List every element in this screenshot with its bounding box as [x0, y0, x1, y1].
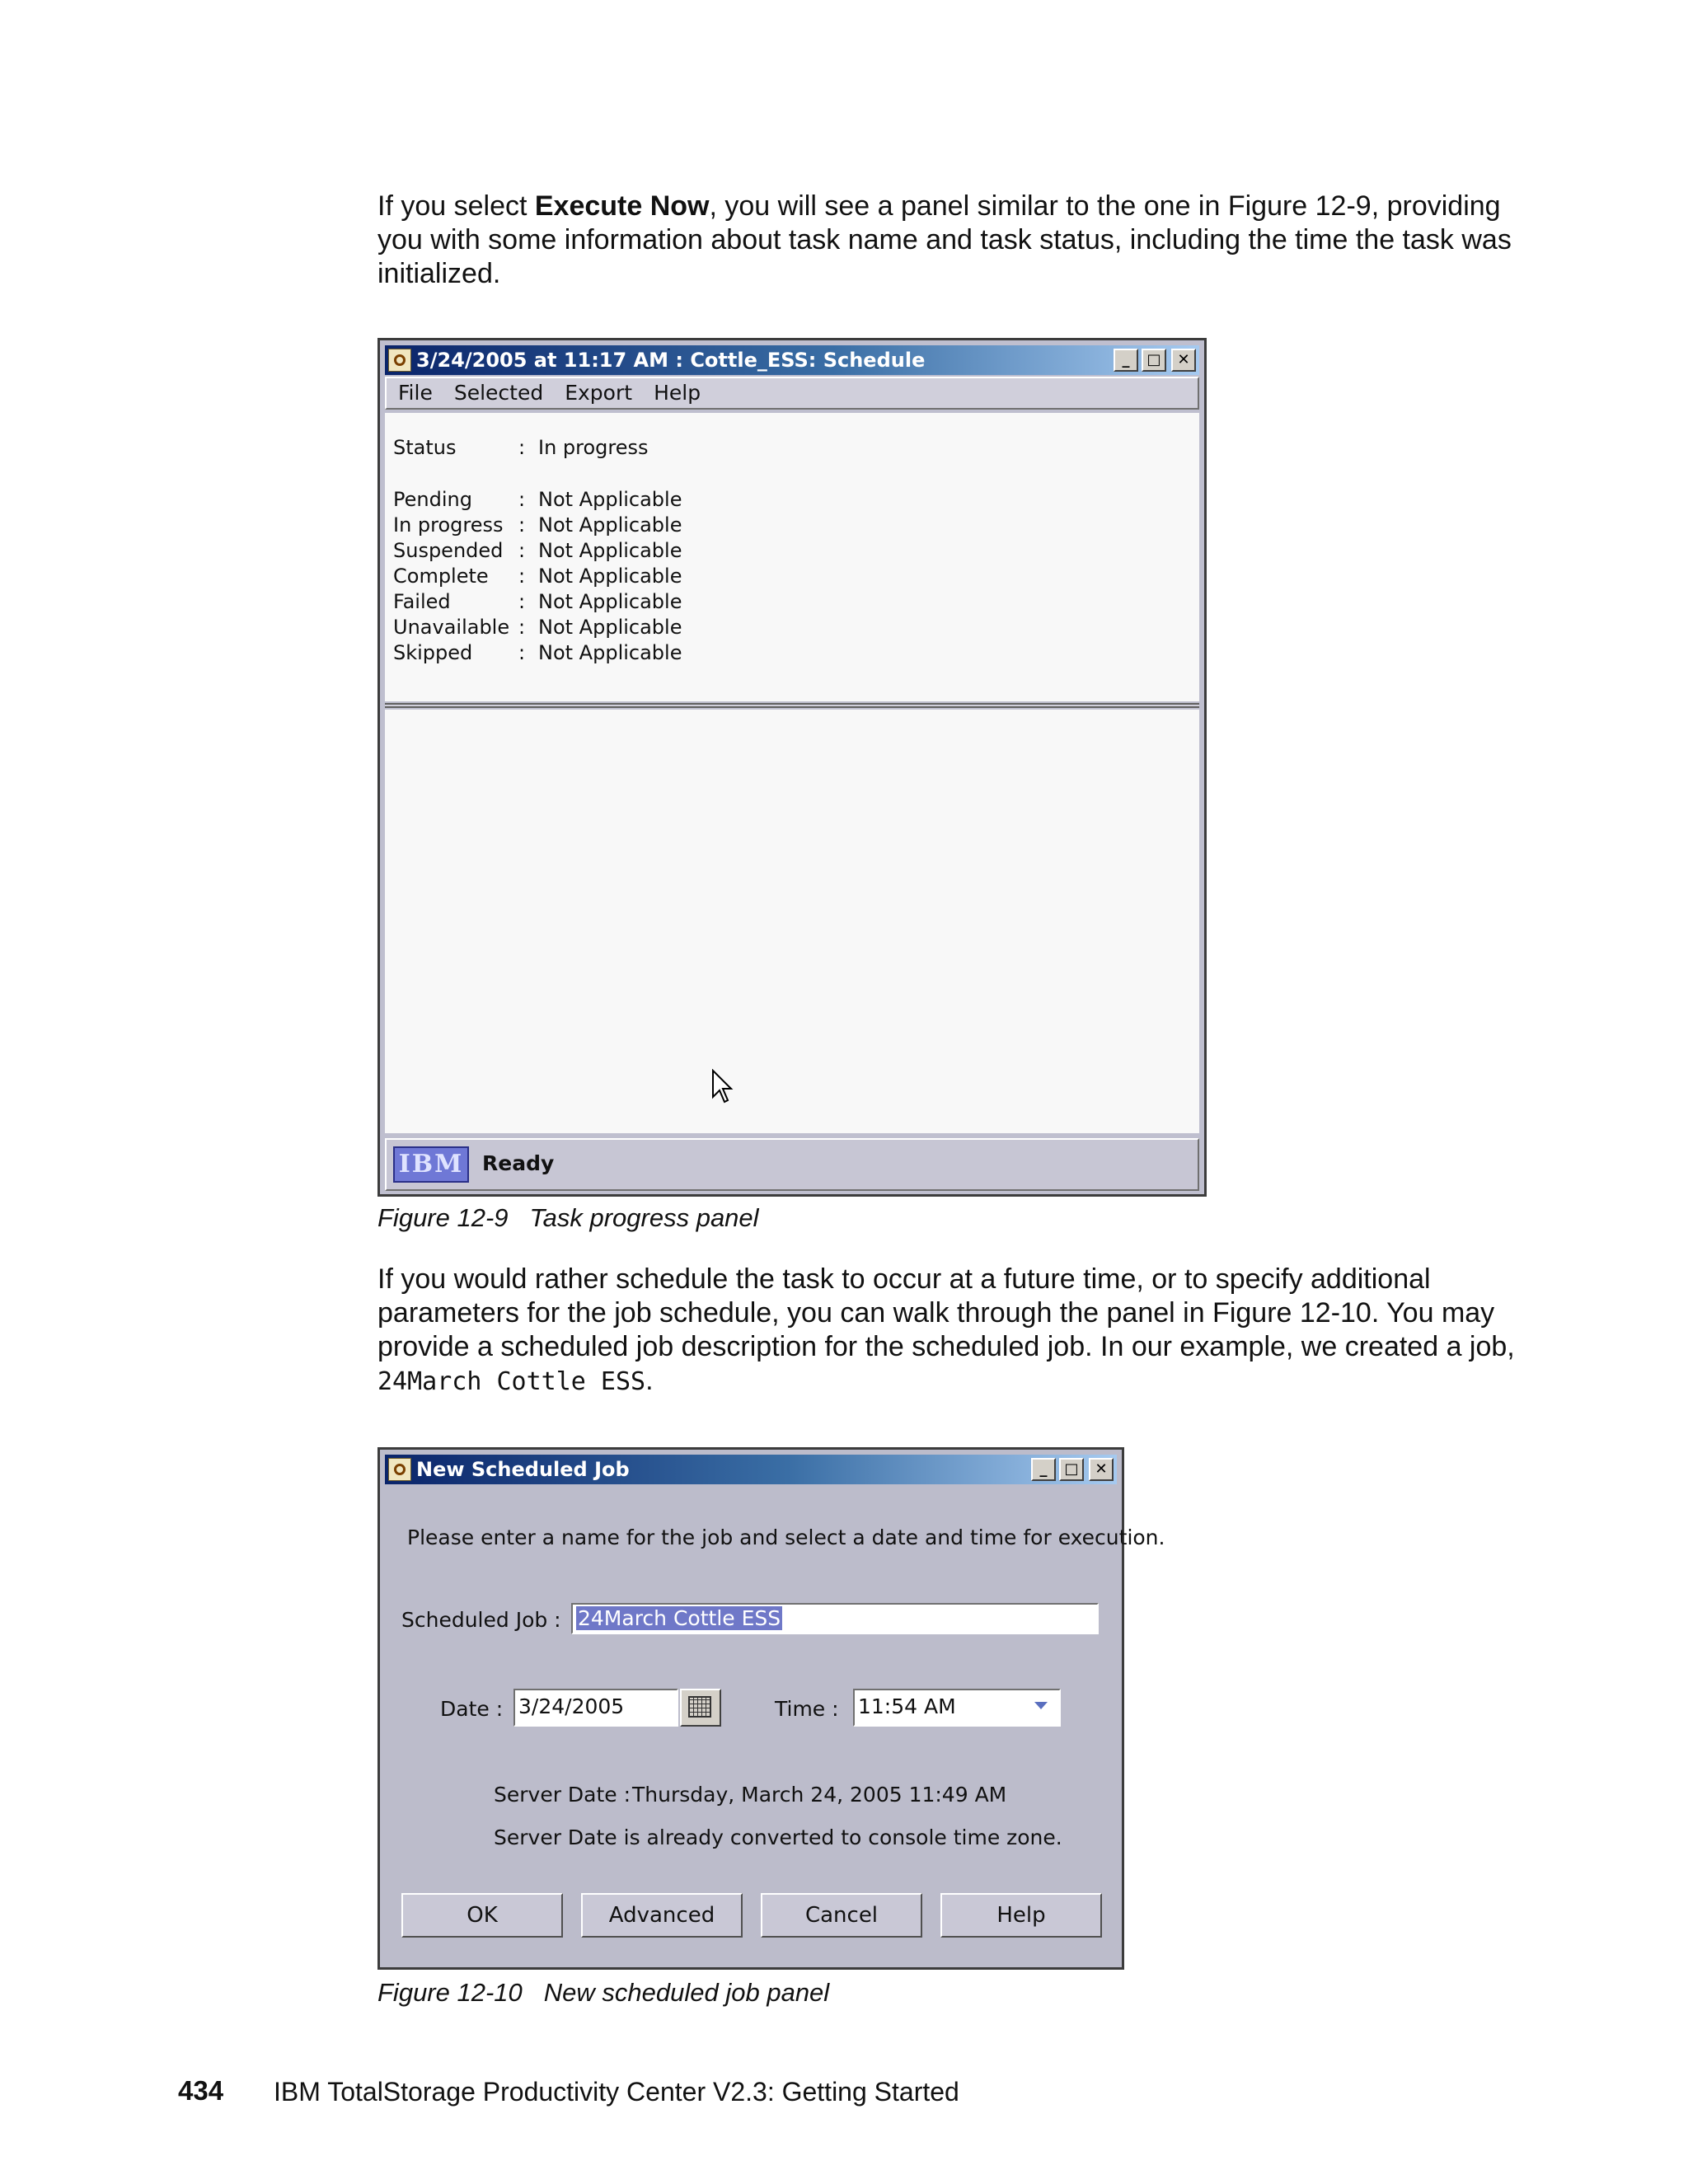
caption-number: Figure 12-10	[377, 1978, 523, 2007]
colon: :	[518, 539, 526, 562]
colon: :	[518, 488, 526, 511]
chevron-down-icon[interactable]	[1034, 1702, 1048, 1709]
app-icon	[388, 1458, 411, 1481]
figure-caption	[377, 1203, 759, 1233]
task-progress-window	[377, 338, 1207, 1197]
date-input[interactable]	[513, 1689, 678, 1727]
caption-text: New scheduled job panel	[543, 1978, 830, 2007]
minimize-icon[interactable]: _	[1114, 349, 1138, 372]
colon: :	[518, 616, 526, 639]
row-label: Skipped	[393, 641, 473, 664]
cancel-button[interactable]: Cancel	[761, 1893, 922, 1938]
colon: :	[518, 513, 526, 537]
date-value: 3/24/2005	[518, 1694, 625, 1718]
app-icon	[388, 349, 411, 372]
row-label: Pending	[393, 488, 472, 511]
title-bar[interactable]	[385, 345, 1199, 375]
close-icon[interactable]: ✕	[1171, 349, 1196, 372]
intro-paragraph	[377, 190, 1515, 291]
advanced-button[interactable]: Advanced	[581, 1893, 743, 1938]
status-label: Status	[393, 436, 457, 459]
colon: :	[518, 565, 526, 588]
menu-help[interactable]: Help	[654, 381, 701, 405]
caption-text: Task progress panel	[529, 1203, 759, 1232]
mouse-cursor-icon	[711, 1069, 734, 1105]
row-value: Not Applicable	[538, 565, 682, 588]
menu-file[interactable]: File	[398, 381, 433, 405]
page-number: 434	[178, 2075, 224, 2106]
pane-splitter[interactable]	[385, 703, 1199, 708]
ibm-logo: IBM	[393, 1146, 469, 1183]
intro-suffix: , you will see a panel similar to the one in Figure 12-9, providing you with some information about task name and task status, including the time the task was initialized.	[377, 190, 1512, 289]
menu-bar	[385, 377, 1199, 410]
menu-selected[interactable]: Selected	[453, 381, 544, 405]
paragraph-text: If you would rather schedule the task to occur at a future time, or to specify additional parameters for the job schedule, you can walk through the panel in Figure 12-10. You may provide a scheduled job description for the scheduled job. In our example, we created a job,	[377, 1263, 1515, 1362]
row-value: Not Applicable	[538, 616, 682, 639]
time-label: Time :	[775, 1697, 839, 1721]
scheduled-job-value: 24March Cottle ESS	[578, 1606, 781, 1630]
row-value: Not Applicable	[538, 488, 682, 511]
code-text: 24March Cottle ESS	[377, 1367, 646, 1396]
title-bar[interactable]	[385, 1455, 1117, 1484]
intro-prefix: If you select	[377, 190, 535, 222]
book-title: IBM TotalStorage Productivity Center V2.3: Getting Started	[274, 2077, 959, 2107]
colon: :	[518, 641, 526, 664]
dialog-title: New Scheduled Job	[416, 1458, 630, 1481]
new-scheduled-job-dialog	[377, 1447, 1165, 1970]
row-value: Not Applicable	[538, 590, 682, 613]
status-pane	[385, 413, 1199, 701]
row-value: Not Applicable	[538, 641, 682, 664]
row-value: Not Applicable	[538, 539, 682, 562]
time-value: 11:54 AM	[858, 1694, 956, 1718]
colon: :	[518, 436, 526, 459]
scheduled-job-label: Scheduled Job :	[401, 1608, 561, 1632]
detail-pane	[385, 710, 1199, 1133]
window-title: 3/24/2005 at 11:17 AM : Cottle_ESS: Schedule	[416, 349, 926, 372]
instruction-text: Please enter a name for the job and select a date and time for execution.	[407, 1526, 1165, 1549]
row-label: In progress	[393, 513, 504, 537]
minimize-icon[interactable]: _	[1031, 1458, 1056, 1481]
status-text: Ready	[482, 1151, 555, 1175]
figure-caption	[377, 1978, 829, 2008]
maximize-icon[interactable]: □	[1142, 349, 1166, 372]
colon: :	[518, 590, 526, 613]
calendar-icon	[688, 1696, 711, 1718]
row-label: Unavailable	[393, 616, 510, 639]
server-date-label: Server Date :	[494, 1783, 631, 1807]
server-date-note: Server Date is already converted to console time zone.	[494, 1825, 1062, 1849]
menu-export[interactable]: Export	[565, 381, 633, 405]
intro-bold: Execute Now	[534, 190, 710, 222]
status-bar	[385, 1138, 1199, 1191]
caption-number: Figure 12-9	[377, 1203, 509, 1232]
row-value: Not Applicable	[538, 513, 682, 537]
button-row	[401, 1893, 1102, 1938]
calendar-button[interactable]	[680, 1689, 721, 1727]
date-label: Date :	[440, 1697, 504, 1721]
server-date-value: Thursday, March 24, 2005 11:49 AM	[632, 1783, 1007, 1807]
status-value: In progress	[538, 436, 649, 459]
row-label: Complete	[393, 565, 489, 588]
row-label: Failed	[393, 590, 451, 613]
scheduled-job-input[interactable]	[571, 1603, 1099, 1634]
help-button[interactable]: Help	[940, 1893, 1102, 1938]
body-paragraph	[377, 1263, 1515, 1399]
close-icon[interactable]: ✕	[1089, 1458, 1114, 1481]
paragraph-end: .	[645, 1365, 654, 1396]
maximize-icon[interactable]: □	[1059, 1458, 1084, 1481]
ok-button[interactable]: OK	[401, 1893, 563, 1938]
time-dropdown[interactable]	[853, 1689, 1061, 1727]
row-label: Suspended	[393, 539, 504, 562]
